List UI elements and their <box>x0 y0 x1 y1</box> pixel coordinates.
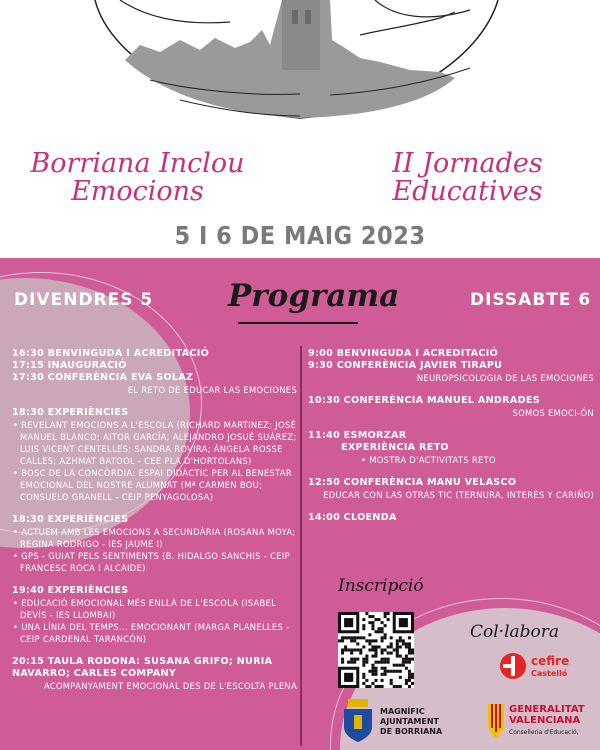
generalitat-logo-icon <box>486 700 506 740</box>
schedule-entry: 19:40 EXPERIÈNCIES <box>12 585 129 596</box>
schedule-entry: 16:30 BENVINGUDA I ACREDITACIÓ <box>12 348 210 359</box>
qr-code-icon[interactable] <box>338 612 414 688</box>
spacer <box>308 501 594 512</box>
schedule-detail: • ACTUEM AMB LES EMOCIONS A SECUNDÀRIA (ROSANA MOYA; REGINA RODRIGO - IES JAUME I) <box>12 526 297 550</box>
coat-of-arms-icon <box>342 699 374 743</box>
saturday-schedule <box>308 348 594 524</box>
title-right-line1: II Jornades <box>392 148 543 179</box>
collaboration-label: Col·labora <box>470 622 560 642</box>
gv-line3: Conselleria d'Educació, <box>509 729 579 736</box>
friday-schedule <box>12 348 297 692</box>
schedule-detail: • UNA LÍNIA DEL TEMPS... EMOCIONANT (MARGA PLANELLES - CEIP CARDENAL TARANCÓN) <box>12 621 297 645</box>
schedule-entry: 9:00 BENVINGUDA I ACREDITACIÓ <box>308 348 499 359</box>
spacer <box>12 503 297 514</box>
spacer <box>12 645 297 656</box>
spacer <box>12 396 297 407</box>
schedule-entry: 11:40 ESMORZAR <box>308 430 407 441</box>
schedule-entry: 14:00 CLOENDA <box>308 512 397 523</box>
schedule-subtitle: EDUCAR CON LAS OTRAS TIC (TERNURA, INTERÈS Y CARIÑO) <box>323 490 594 500</box>
schedule-detail: • BOSC DE LA CONCÒRDIA: ESPAI DIDÀCTIC PER AL BENESTAR EMOCIONAL DEL NOSTRE ALUMNAT (Mª CARMEN BOU; CONSUELO GRANELL - CEIP PENYAGOLOSA) <box>12 467 297 503</box>
schedule-entry: 12:50 CONFERÈNCIA MANU VELASCO <box>308 477 517 488</box>
schedule-detail: • MOSTRA D'ACTIVITATS RETO <box>308 454 594 466</box>
schedule-entry: 10:30 CONFERÈNCIA MANUEL ANDRADES <box>308 395 540 406</box>
heading-underline <box>238 322 358 324</box>
schedule-subtitle: SOMOS EMOCI-ÓN <box>512 408 594 418</box>
schedule-entry: 20:15 TAULA RODONA: SUSANA GRIFO; NURIA NAVARRO; CARLES COMPANY <box>12 656 273 679</box>
title-left-line2: Emocions <box>71 176 204 208</box>
spacer <box>12 574 297 585</box>
generalitat-logo <box>486 698 598 748</box>
header-section <box>0 0 600 258</box>
schedule-entry: 9:30 CONFERÈNCIA JAVIER TIRAPU <box>308 360 503 371</box>
schedule-subtitle: NEUROPSICOLOGIA DE LAS EMOCIONES <box>416 373 594 383</box>
ajuntament-logo <box>340 697 450 747</box>
schedule-subtitle: ACOMPANYAMENT EMOCIONAL DES DE L'ESCOLTA PLENA <box>43 681 297 691</box>
title-right-line2: Educatives <box>392 176 543 208</box>
day-label-saturday: DISSABTE 6 <box>470 290 592 310</box>
cefire-sub: Castelló <box>531 669 568 678</box>
gv-line2: VALENCIANA <box>509 715 581 726</box>
column-divider <box>300 346 302 746</box>
event-title-right <box>350 150 585 207</box>
schedule-subtitle: EL RETO DE EDUCAR LAS EMOCIONES <box>127 385 297 395</box>
schedule-detail: • REVELANT EMOCIONS A L'ESCOLA (RICHARD MARTINEZ; JOSÉ MANUEL BLANCO; AITOR GARCÍA; ALEJANDRO JOSUÉ SUÁREZ; LUIS VICENT CENTELLES; SANDRA ROVIRA; ÀNGELA ROSSE CALLES; AZHMAT BATOOL - CEE PLA D'HORTOLANS) <box>12 419 297 467</box>
registration-label: Inscripció <box>338 576 424 596</box>
event-title-left <box>20 150 255 207</box>
schedule-entry: 18:30 EXPERIÈNCIES <box>12 407 129 418</box>
ajuntament-line2: AJUNTAMENT <box>380 717 439 726</box>
ajuntament-line3: DE BORRIANA <box>380 727 443 736</box>
cefire-logo <box>497 650 592 690</box>
cefire-logo-icon <box>499 652 527 680</box>
spacer <box>308 384 594 395</box>
schedule-detail: • EDUCACIÓ EMOCIONAL MÉS ENLLÀ DE L'ESCOLA (ISABEL DEVÍS - IES LLOMBAI) <box>12 597 297 621</box>
day-label-friday: DIVENDRES 5 <box>14 290 154 310</box>
schedule-entry: 17:15 INAUGURACIÓ <box>12 360 127 371</box>
event-dates: 5 I 6 DE MAIG 2023 <box>174 221 426 250</box>
cefire-name: cefire <box>531 654 570 668</box>
schedule-detail: EXPERIÈNCIA RETO <box>341 442 449 453</box>
ajuntament-line1: MAGNÍFIC <box>380 707 425 716</box>
spacer <box>308 466 594 477</box>
schedule-entry: 18:30 EXPERIÈNCIES <box>12 514 129 525</box>
spacer <box>308 419 594 430</box>
title-left-line1: Borriana Inclou <box>30 148 245 179</box>
gv-line1: GENERALITAT <box>509 704 585 715</box>
schedule-detail: • GPS - GUIAT PELS SENTIMENTS (B. HIDALGO SANCHIS - CEIP FRANCESC ROCA I ALCAIDE) <box>12 550 297 574</box>
heart-skyline-illustration <box>0 0 600 130</box>
program-heading: Programa <box>228 278 400 314</box>
schedule-entry: 17:30 CONFERÈNCIA EVA SOLAZ <box>12 372 194 383</box>
